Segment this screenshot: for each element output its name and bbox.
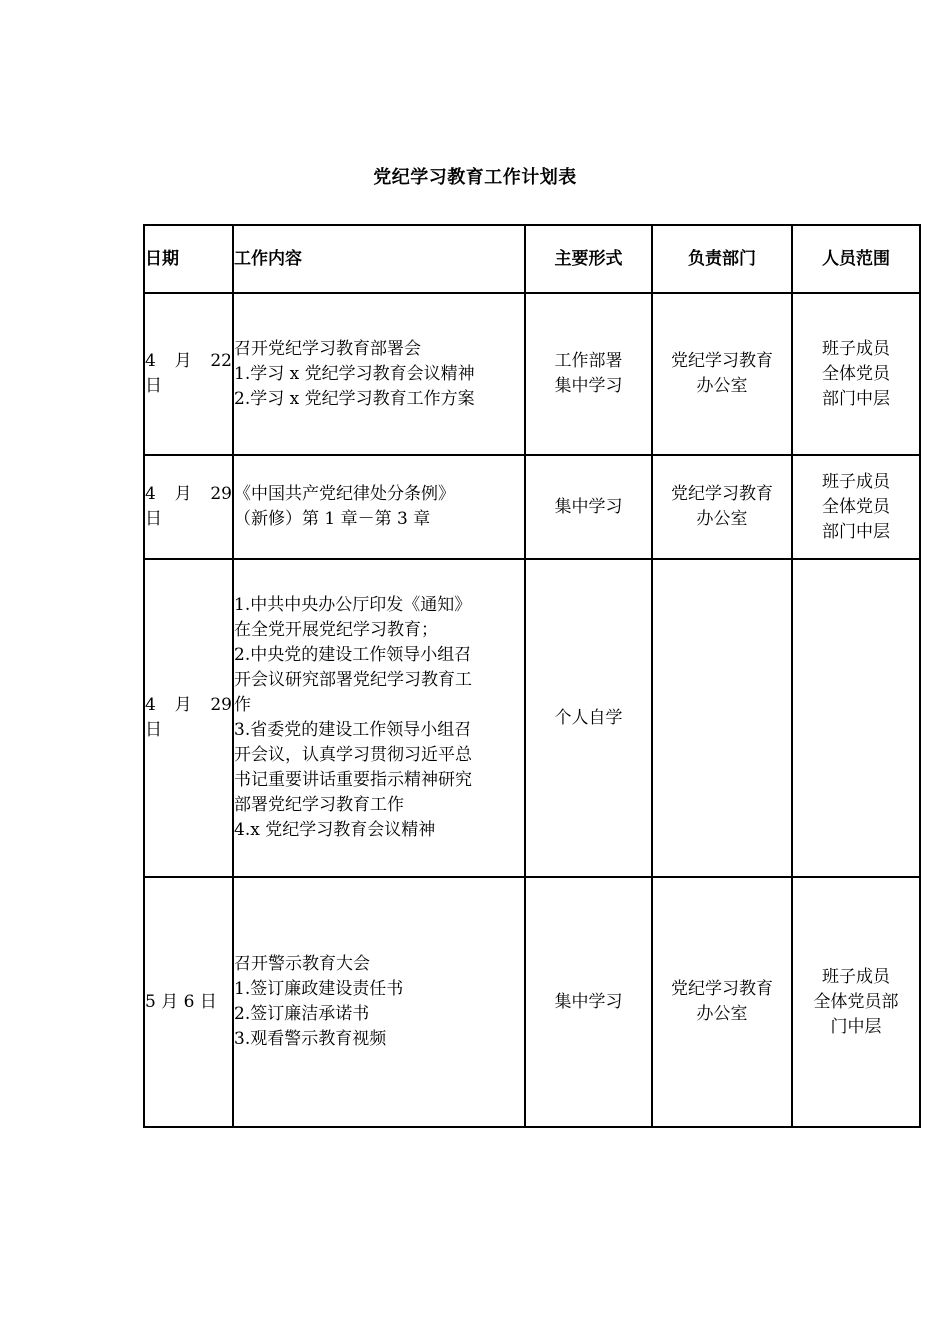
department-line: 办公室	[696, 376, 748, 396]
content-cell	[233, 877, 525, 1127]
scope-line: 班子成员	[822, 966, 890, 987]
content-line: 3.观看警示教育视频	[234, 1029, 387, 1049]
header-date: 日期	[144, 225, 233, 293]
scope-line: 部门中层	[822, 521, 890, 542]
content-line: 作	[234, 695, 251, 715]
content-cell	[233, 293, 525, 455]
table-row	[144, 293, 920, 455]
scope-line: 部门中层	[822, 388, 890, 409]
table-row	[144, 877, 920, 1127]
date-cell	[144, 455, 233, 559]
header-scope: 人员范围	[792, 225, 920, 293]
content-line: 3.省委党的建设工作领导小组召	[234, 720, 472, 740]
content-line: 2.学习 x 党纪学习教育工作方案	[234, 388, 475, 409]
scope-cell	[792, 455, 920, 559]
date-month-char: 月	[174, 695, 192, 715]
date-day-char: 日	[145, 376, 162, 396]
date-day-num: 29	[210, 695, 232, 715]
table-header-row	[144, 225, 920, 293]
department-line: 办公室	[696, 1004, 748, 1024]
table-row	[144, 455, 920, 559]
form-line: 个人自学	[554, 707, 623, 728]
date-month-char: 月	[174, 484, 192, 504]
scope-line: 全体党员	[822, 496, 890, 517]
department-line: 党纪学习教育	[671, 484, 773, 504]
date-day-char: 日	[145, 509, 162, 529]
content-line: 召开警示教育大会	[234, 954, 370, 974]
date-month-num: 4	[145, 351, 156, 371]
date-month-char: 月	[174, 351, 192, 371]
date-day-num: 29	[210, 484, 232, 504]
form-cell	[525, 455, 652, 559]
department-line: 党纪学习教育	[671, 351, 773, 371]
department-cell	[652, 559, 792, 877]
form-line: 工作部署	[554, 351, 623, 371]
content-line: 1.签订廉政建设责任书	[234, 979, 404, 999]
scope-line: 班子成员	[822, 338, 890, 359]
content-line: 1.学习 x 党纪学习教育会议精神	[234, 363, 475, 384]
date-cell	[144, 877, 233, 1127]
department-line: 办公室	[696, 509, 748, 529]
form-cell	[525, 559, 652, 877]
table-row	[144, 559, 920, 877]
form-line: 集中学习	[554, 991, 623, 1012]
content-line: 部署党纪学习教育工作	[234, 795, 404, 815]
scope-cell	[792, 877, 920, 1127]
content-line: 《中国共产党纪律处分条例》	[234, 484, 455, 504]
content-line: 在全党开展党纪学习教育；	[234, 620, 438, 640]
department-line: 党纪学习教育	[671, 979, 773, 999]
header-department: 负责部门	[652, 225, 792, 293]
date-text: 5 月 6 日	[145, 991, 217, 1012]
scope-line: 班子成员	[822, 471, 890, 492]
date-month-num: 4	[145, 484, 156, 504]
scope-line: 全体党员	[822, 363, 890, 384]
scope-cell	[792, 559, 920, 877]
scope-line: 门中层	[830, 1016, 882, 1037]
content-line: （新修）第 1 章－第 3 章	[234, 509, 431, 529]
content-line: 2.签订廉洁承诺书	[234, 1004, 370, 1024]
scope-line: 全体党员部	[813, 991, 899, 1012]
content-line: 2.中央党的建设工作领导小组召	[234, 645, 472, 665]
date-month-num: 4	[145, 695, 156, 715]
content-line: 开会议，认真学习贯彻习近平总	[234, 745, 472, 765]
content-line: 开会议研究部署党纪学习教育工	[234, 670, 472, 690]
department-cell	[652, 455, 792, 559]
content-line: 4.x 党纪学习教育会议精神	[234, 820, 436, 840]
date-cell	[144, 293, 233, 455]
content-line: 1.中共中央办公厅印发《通知》	[234, 595, 472, 615]
content-cell	[233, 455, 525, 559]
work-plan-table	[143, 224, 921, 1128]
content-line: 书记重要讲话重要指示精神研究	[234, 770, 472, 790]
form-line: 集中学习	[554, 376, 623, 396]
form-cell	[525, 877, 652, 1127]
form-line: 集中学习	[554, 496, 623, 517]
header-content: 工作内容	[233, 225, 525, 293]
header-form: 主要形式	[525, 225, 652, 293]
date-day-num: 22	[210, 351, 232, 371]
form-cell	[525, 293, 652, 455]
date-day-char: 日	[145, 720, 162, 740]
scope-cell	[792, 293, 920, 455]
department-cell	[652, 877, 792, 1127]
date-cell	[144, 559, 233, 877]
content-line: 召开党纪学习教育部署会	[234, 338, 421, 359]
page-title: 党纪学习教育工作计划表	[373, 167, 577, 188]
department-cell	[652, 293, 792, 455]
content-cell	[233, 559, 525, 877]
